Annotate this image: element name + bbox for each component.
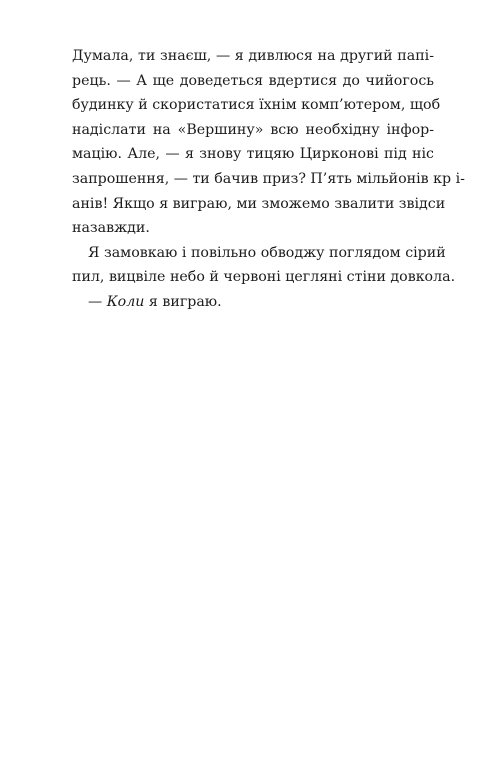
text-line: назавжди. <box>72 220 150 237</box>
text-line: анів! Якщо я виграю, ми зможемо звалити звідси <box>72 195 446 212</box>
text-line: Думала, ти знаєш, — я дивлюся на другий папі- <box>72 48 434 64</box>
dialogue-text: я виграю. <box>144 293 222 310</box>
text-line: запрошення, — ти бачив приз? П’ять мільйонів кр і- <box>72 170 465 187</box>
text-line: рець. — А ще доведеться вдертися до чийогось <box>72 72 434 89</box>
paragraph-2 <box>72 241 456 290</box>
dialogue-dash: — <box>88 293 103 310</box>
text-line: будинку й скористатися їхнім комп’ютером, щоб <box>72 97 441 114</box>
page-text <box>72 44 465 315</box>
paragraph-1 <box>72 44 465 241</box>
text-line: Я замовкаю і повільно обводжу поглядом сірий <box>88 244 446 261</box>
paragraph-3 <box>72 290 434 315</box>
italic-word: Коли <box>106 293 145 310</box>
text-line <box>72 290 434 315</box>
text-line: мацію. Але, — я знову тицяю Цирконові під ніс <box>72 146 434 163</box>
text-line: пил, вицвіле небо й червоні цегляні стіни довкола. <box>72 269 456 286</box>
text-line: надіслати на «Вершину» всю необхідну інфор- <box>72 121 434 138</box>
